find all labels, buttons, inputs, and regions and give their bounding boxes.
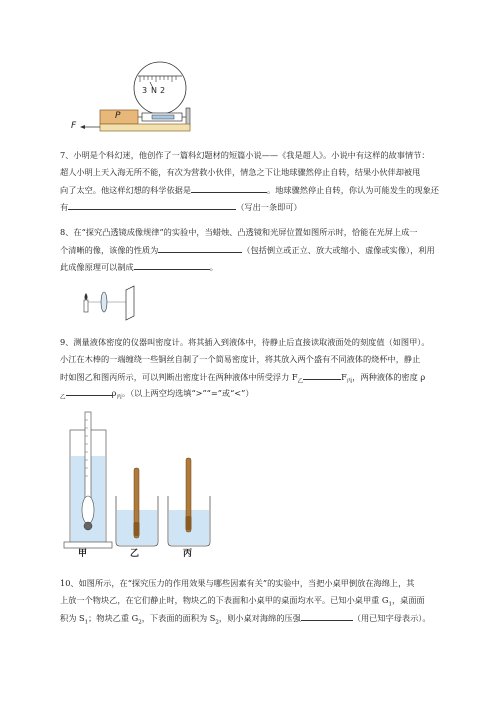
label-yi: 乙 <box>130 549 140 559</box>
q7-line1: 7、小明是个科幻迷，他创作了一篇科幻题材的短篇小说——《我是超人》。小说中有这样的故事情节： <box>60 150 430 160</box>
q9-line4 <box>60 387 254 404</box>
q9-line3-b: F <box>341 372 347 382</box>
scale-number-right: 2 <box>160 86 166 95</box>
q10-sub-3: 2 <box>138 619 142 626</box>
figure-spring-scale <box>70 60 200 140</box>
q9-sub-4: 丙 <box>116 394 122 401</box>
q7-line3-b: 。地球骤然停止自转，你认为可能发生的现象还 <box>267 185 439 195</box>
q9-sub-2: 丙 <box>346 378 353 385</box>
q8-line2-b: （包括倒立或正立、放大或缩小、虚像或实像），利用 <box>242 245 435 255</box>
label-jia: 甲 <box>78 549 88 559</box>
q9-line4-b: 。（以上两空均选填“>”“=”或“<”） <box>121 388 254 398</box>
q7-line2: 超人小明上天入海无所不能，有次为营救小伙伴，情急之下让地球骤然停止自转，结果小伙伴却被甩 <box>60 167 421 177</box>
q10-sub-4: 2 <box>215 619 219 626</box>
q10-line2 <box>60 595 425 611</box>
scale-unit: N <box>151 86 157 95</box>
cylinder-jia <box>64 412 112 548</box>
q9-line3-c: ，两种液体的密度 ρ <box>352 372 426 382</box>
label-bing: 丙 <box>183 549 193 559</box>
q8-blank-2[interactable] <box>134 261 210 270</box>
q10-line3-c: ，下表面的面积为 S <box>141 613 216 623</box>
q7-line3 <box>60 184 439 196</box>
candle-flame <box>85 293 88 300</box>
q9-line4-a: ρ <box>111 388 117 398</box>
figure-lens-setup <box>70 282 150 322</box>
q10-line3-d: ，则小桌对海绵的压强 <box>218 613 301 623</box>
q7-line4-b: （写出一条即可） <box>236 202 302 212</box>
q10-line3-b: ；物块乙重 G <box>88 613 139 623</box>
q8-line1: 8、在“探究凸透镜成像规律”的实验中，当蜡烛、凸透镜和光屏位置如图所示时，恰能在光屏上成一 <box>60 227 418 237</box>
q9-sub-1: 乙 <box>297 378 304 385</box>
q9-line3-a: 时如图乙和图丙所示，可以判断出密度计在两种液体中所受浮力 F <box>60 372 298 382</box>
force-label: F <box>71 121 77 131</box>
q9-line1: 9、测量液体密度的仪器叫密度计。将其插入到液体中，待静止后直接读取液面处的刻度值（如图甲）。 <box>60 337 430 347</box>
q8-line3 <box>60 261 218 273</box>
q10-line3-a: 积为 S <box>60 613 85 623</box>
q10-sub-2: 1 <box>84 619 89 626</box>
q10-sub-1: 1 <box>388 601 392 608</box>
candle <box>84 300 88 312</box>
q9-blank-2[interactable] <box>66 387 112 396</box>
beaker-yi <box>116 468 158 546</box>
q7-blank-1[interactable] <box>191 184 267 193</box>
convex-lens <box>101 292 107 312</box>
q9-line3 <box>60 371 425 388</box>
block-label: P <box>115 111 121 121</box>
q8-line3-a: 此成像原理可以制成 <box>60 262 134 272</box>
q9-blank-1[interactable] <box>303 371 341 380</box>
q8-line3-b: 。 <box>209 262 218 272</box>
q8-blank-1[interactable] <box>158 244 242 253</box>
light-screen <box>126 286 134 320</box>
q10-line2-b: ，桌面面 <box>391 595 425 605</box>
q8-line2-a: 个清晰的像，该像的性质为 <box>60 245 159 255</box>
q10-line2-a: 上放一个物块乙，在它们静止时，物块乙的下表面和小桌甲的桌面均水平。已知小桌甲重 G <box>60 595 389 605</box>
scale-number-left: 3 <box>142 86 148 95</box>
beaker-bing <box>168 458 210 546</box>
q10-blank-1[interactable] <box>301 612 353 621</box>
q7-blank-2[interactable] <box>68 201 236 210</box>
q7-line3-a: 向了太空。他这样幻想的科学依据是 <box>60 185 192 195</box>
q9-sub-3: 乙 <box>60 394 66 401</box>
q7-line4 <box>60 201 302 213</box>
q7-line4-a: 有 <box>60 202 69 212</box>
q8-line2 <box>60 244 435 256</box>
figure-hydrometers <box>58 410 238 560</box>
spring-scale-drawing <box>70 60 200 140</box>
q10-line3-e: （用已知字母表示）。 <box>352 613 431 623</box>
q10-line1: 10、如图所示，在“探究压力的作用效果与哪些因素有关”的实验中，当把小桌甲倒放在海绵上，其 <box>60 578 415 588</box>
q9-line2: 小江在木棒的一端缠绕一些铜丝自制了一个简易密度计，将其放入两个盛有不同液体的烧杯中，静止 <box>60 354 421 364</box>
q10-line3 <box>60 612 431 629</box>
